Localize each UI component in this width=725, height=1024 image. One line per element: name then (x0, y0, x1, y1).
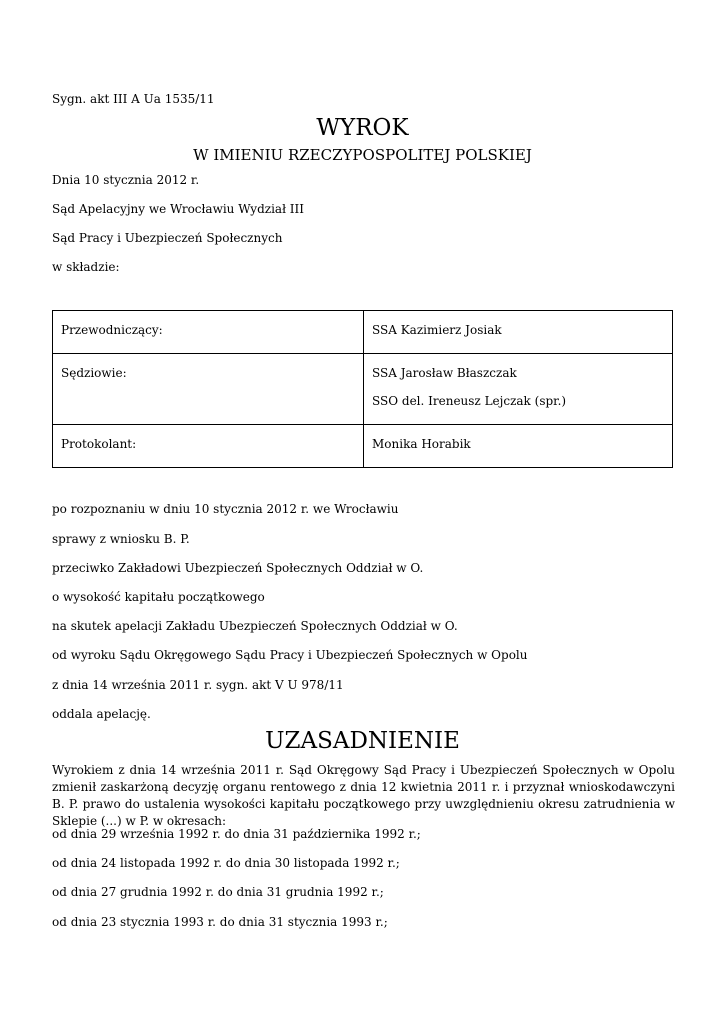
judge-1: SSA Jarosław Błaszczak (372, 366, 517, 380)
date-line: Dnia 10 stycznia 2012 r. (52, 173, 200, 187)
period-line: od dnia 24 listopada 1992 r. do dnia 30 listopada 1992 r.; (52, 856, 400, 870)
period-line: od dnia 27 grudnia 1992 r. do dnia 31 grudnia 1992 r.; (52, 885, 384, 899)
body-line: przeciwko Zakładowi Ubezpieczeń Społecznych Oddział w O. (52, 561, 424, 575)
body-line: po rozpoznaniu w dniu 10 stycznia 2012 r. we Wrocławiu (52, 502, 399, 516)
table-row (53, 425, 673, 468)
table-row (53, 311, 673, 354)
document-title: WYROK (316, 115, 409, 141)
chair-label: Przewodniczący: (53, 311, 364, 354)
body-line: od wyroku Sądu Okręgowego Sądu Pracy i Ubezpieczeń Społecznych w Opolu (52, 648, 528, 662)
body-line: oddala apelację. (52, 707, 151, 721)
body-line: sprawy z wniosku B. P. (52, 532, 190, 546)
period-line: od dnia 29 września 1992 r. do dnia 31 października 1992 r.; (52, 827, 421, 841)
justification-paragraph: Wyrokiem z dnia 14 września 2011 r. Sąd Okręgowy Sąd Pracy i Ubezpieczeń Społecznych w Opolu zmienił zaskarżoną decyzję organu rentowego z dnia 12 kwietnia 2011 r. i przyznał wnioskodawczyni B. P. prawo do ustalenia wysokości kapitału początkowego przy uwzględnieniu okresu zatrudnienia w Sklepie (...) w P. w okresach: (52, 763, 675, 828)
judge-2: SSO del. Ireneusz Lejczak (spr.) (372, 394, 567, 408)
court-panel-table (52, 310, 673, 468)
composition-label: w składzie: (52, 260, 120, 274)
body-line: na skutek apelacji Zakładu Ubezpieczeń Społecznych Oddział w O. (52, 619, 458, 633)
court-line-2: Sąd Pracy i Ubezpieczeń Społecznych (52, 231, 283, 245)
judges-cell (364, 354, 673, 425)
table-row (53, 354, 673, 425)
document-subtitle: W IMIENIU RZECZYPOSPOLITEJ POLSKIEJ (193, 146, 532, 164)
body-line: z dnia 14 września 2011 r. sygn. akt V U 978/11 (52, 678, 344, 692)
chair-value: SSA Kazimierz Josiak (364, 311, 673, 354)
period-line: od dnia 23 stycznia 1993 r. do dnia 31 stycznia 1993 r.; (52, 915, 388, 929)
case-signature: Sygn. akt III A Ua 1535/11 (52, 92, 215, 106)
body-line: o wysokość kapitału początkowego (52, 590, 265, 604)
clerk-label: Protokolant: (53, 425, 364, 468)
judges-label: Sędziowie: (53, 354, 364, 425)
court-line-1: Sąd Apelacyjny we Wrocławiu Wydział III (52, 202, 304, 216)
justification-heading: UZASADNIENIE (265, 728, 460, 754)
clerk-value: Monika Horabik (364, 425, 673, 468)
